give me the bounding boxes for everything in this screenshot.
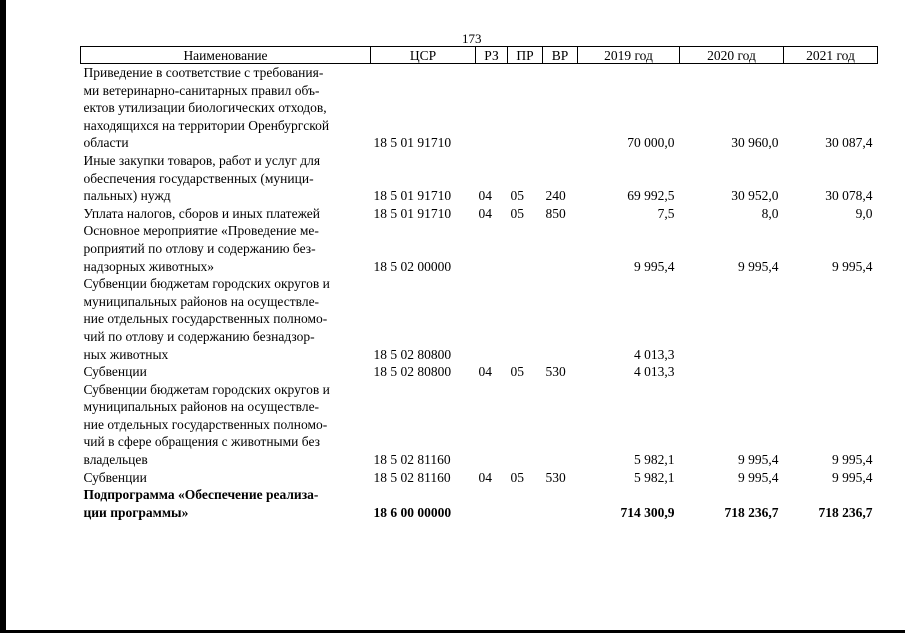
row-2019: 69 992,5: [627, 188, 675, 204]
header-2021: 2021 год: [784, 47, 878, 64]
row-2019: 714 300,9: [620, 504, 675, 520]
row-name: [81, 64, 371, 152]
table-row: [81, 222, 878, 275]
row-2019: 4 013,3: [634, 346, 675, 362]
row-csr: 18 5 01 91710: [373, 188, 452, 204]
row-name-line: ных животных: [83, 346, 169, 362]
row-name-line: области: [83, 135, 129, 151]
row-pr: [508, 275, 543, 363]
row-2020: 9 995,4: [738, 258, 779, 274]
row-2021: 9,0: [855, 205, 873, 221]
table-row: [81, 469, 878, 487]
row-vr: 530: [545, 469, 566, 485]
row-name-line: Субвенции бюджетам городских округов и: [83, 276, 330, 292]
row-name-line: ции программы»: [83, 504, 189, 520]
row-name-line: ми ветеринарно-санитарных правил объ-: [83, 82, 320, 98]
row-vr: 530: [545, 364, 566, 380]
row-csr: 18 6 00 00000: [373, 504, 452, 520]
row-2019: 7,5: [657, 205, 675, 221]
row-pr: [508, 222, 543, 275]
row-name-line: Субвенции: [83, 469, 147, 485]
row-rz: [476, 64, 508, 152]
row-name: [81, 486, 371, 521]
row-name-line: ние отдельных государственных полномо-: [83, 311, 328, 327]
row-name-line: муниципальных районов на осуществле-: [83, 293, 320, 309]
row-name: [81, 275, 371, 363]
budget-table: [80, 46, 878, 521]
row-name-line: Приведение в соответствие с требования-: [83, 65, 324, 80]
row-name-line: ние отдельных государственных полномо-: [83, 416, 328, 432]
row-name-line: муниципальных районов на осуществле-: [83, 399, 320, 415]
row-csr: 18 5 01 91710: [373, 205, 452, 221]
row-rz: 04: [478, 469, 492, 485]
row-pr: [508, 381, 543, 469]
row-2020: 30 960,0: [731, 135, 779, 151]
row-csr: 18 5 01 91710: [373, 135, 452, 151]
row-name-line: Основное мероприятие «Проведение ме-: [83, 223, 319, 239]
row-2019: 70 000,0: [627, 135, 675, 151]
row-name-line: Уплата налогов, сборов и иных платежей: [83, 205, 320, 221]
row-rz: 04: [478, 188, 492, 204]
row-name-line: чий в сфере обращения с животными без: [83, 434, 320, 450]
row-name: [81, 469, 371, 487]
row-vr: [543, 486, 578, 521]
row-rz: 04: [478, 205, 492, 221]
row-vr: [543, 222, 578, 275]
row-2021: 9 995,4: [832, 258, 873, 274]
row-csr: 18 5 02 80800: [373, 346, 452, 362]
row-2020: 30 952,0: [731, 188, 779, 204]
row-2021: [784, 275, 878, 363]
table-header-row: [81, 47, 878, 64]
header-2019: 2019 год: [578, 47, 680, 64]
table-row: [81, 152, 878, 205]
row-name-line: находящихся на территории Оренбургской: [83, 117, 330, 133]
row-name-line: обеспечения государственных (муници-: [83, 170, 314, 186]
row-name: [81, 222, 371, 275]
row-vr: [543, 275, 578, 363]
row-2020: 718 236,7: [724, 504, 779, 520]
row-2019: 4 013,3: [634, 364, 675, 380]
row-name: [81, 381, 371, 469]
row-pr: [508, 486, 543, 521]
row-pr: 05: [510, 205, 524, 221]
scan-bottom-edge: [0, 630, 905, 633]
header-name: Наименование: [81, 47, 371, 64]
header-rz: РЗ: [476, 47, 508, 64]
row-name-line: чий по отлову и содержанию безнадзор-: [83, 328, 315, 344]
table-body: [81, 64, 878, 522]
row-vr: [543, 381, 578, 469]
row-2021: 30 087,4: [825, 135, 873, 151]
row-pr: 05: [510, 188, 524, 204]
row-vr: 850: [545, 205, 566, 221]
row-name-line: Субвенции: [83, 364, 147, 380]
row-2019: 9 995,4: [634, 258, 675, 274]
table-row: [81, 486, 878, 521]
row-rz: [476, 381, 508, 469]
row-2020: 8,0: [761, 205, 779, 221]
row-rz: [476, 222, 508, 275]
header-vr: ВР: [543, 47, 578, 64]
row-2020: 9 995,4: [738, 452, 779, 468]
row-rz: [476, 275, 508, 363]
row-name-line: ектов утилизации биологических отходов,: [83, 100, 327, 116]
header-csr: ЦСР: [371, 47, 476, 64]
row-pr: [508, 64, 543, 152]
row-rz: 04: [478, 364, 492, 380]
row-name: [81, 363, 371, 381]
row-name-line: Субвенции бюджетам городских округов и: [83, 381, 330, 397]
row-name-line: Подпрограмма «Обеспечение реализа-: [83, 487, 319, 503]
header-pr: ПР: [508, 47, 543, 64]
row-csr: 18 5 02 81160: [373, 452, 451, 468]
row-csr: 18 5 02 80800: [373, 364, 452, 380]
row-2021: 30 078,4: [825, 188, 873, 204]
row-csr: 18 5 02 81160: [373, 469, 451, 485]
header-2020: 2020 год: [680, 47, 784, 64]
row-pr: 05: [510, 364, 524, 380]
row-name-line: пальных) нужд: [83, 188, 171, 204]
page-number: 173: [462, 31, 482, 46]
row-name-line: Иные закупки товаров, работ и услуг для: [83, 152, 321, 168]
row-2020: [680, 275, 784, 363]
table-row: [81, 363, 878, 381]
row-2020: [680, 363, 784, 381]
row-2020: 9 995,4: [738, 469, 779, 485]
row-2021: [784, 363, 878, 381]
table-row: [81, 205, 878, 223]
row-name-line: владельцев: [83, 452, 148, 468]
row-vr: [543, 64, 578, 152]
row-2019: 5 982,1: [634, 469, 675, 485]
row-2019: 5 982,1: [634, 452, 675, 468]
row-pr: 05: [510, 469, 524, 485]
table-row: [81, 275, 878, 363]
row-vr: 240: [545, 188, 566, 204]
row-name-line: надзорных животных»: [83, 258, 215, 274]
row-2021: 718 236,7: [818, 504, 873, 520]
table-row: [81, 381, 878, 469]
row-name-line: роприятий по отлову и содержанию без-: [83, 240, 316, 256]
scan-left-edge: [0, 0, 6, 633]
row-2021: 9 995,4: [832, 452, 873, 468]
row-rz: [476, 486, 508, 521]
row-2021: 9 995,4: [832, 469, 873, 485]
row-name: [81, 152, 371, 205]
row-name: [81, 205, 371, 223]
table-row: [81, 64, 878, 152]
row-csr: 18 5 02 00000: [373, 258, 452, 274]
